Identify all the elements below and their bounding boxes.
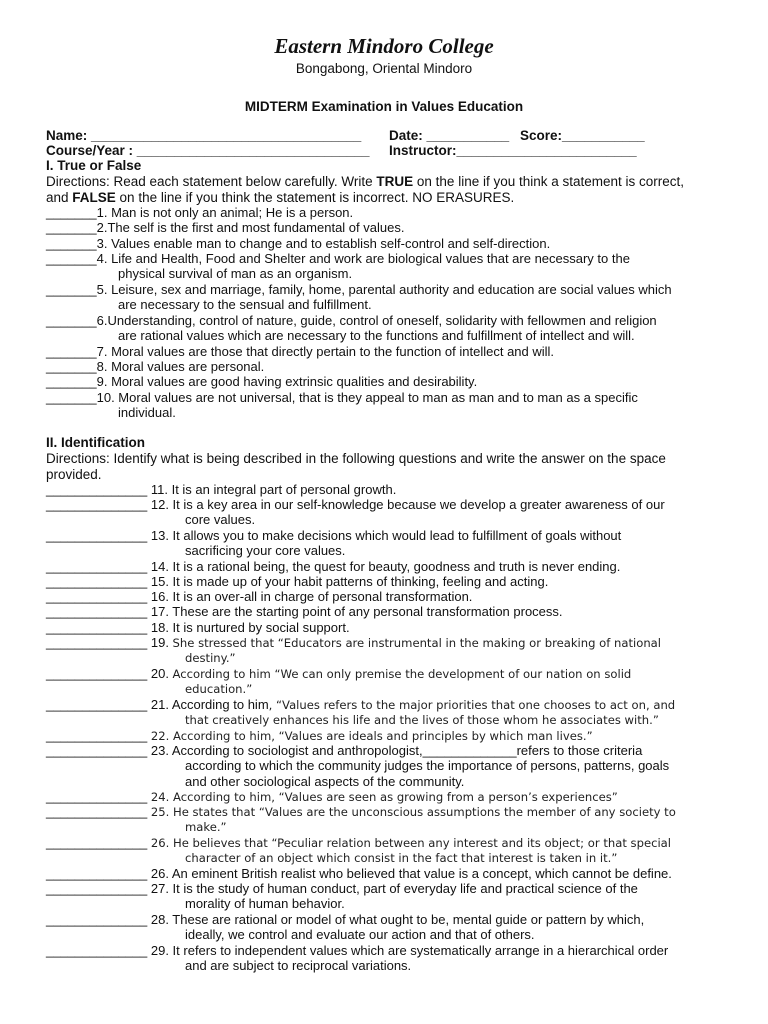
answer-blank[interactable]: ______________ xyxy=(46,912,148,927)
item-statement-continued: are rational values which are necessary to the functions and fulfillment of intellect and will. xyxy=(118,328,635,344)
answer-blank[interactable]: _______ xyxy=(46,205,97,220)
answer-blank[interactable]: ______________ xyxy=(46,728,148,743)
answer-blank[interactable]: ______________ xyxy=(46,804,148,819)
item-statement: 2.The self is the first and most fundamental of values. xyxy=(96,220,405,235)
identification-item xyxy=(46,789,736,805)
section-true-false-directions: Directions: Read each statement below carefully. Write TRUE on the line if you think a statement is correct, and FALSE on the line if you think the statement is incorrect. NO ERASURES. xyxy=(46,174,685,205)
item-statement: 12. It is a key area in our self-knowledge because we develop a greater awareness of our xyxy=(150,497,665,512)
item-statement: 13. It allows you to make decisions which would lead to fulfillment of goals without xyxy=(150,528,622,543)
true-false-item xyxy=(46,220,736,235)
identification-item xyxy=(46,635,736,667)
item-statement: 28. These are rational or model of what ought to be, mental guide or pattern by which, xyxy=(150,912,645,927)
identification-item xyxy=(46,604,736,619)
identification-item xyxy=(46,943,736,974)
identification-item xyxy=(46,912,736,943)
item-statement: 7. Moral values are those that directly pertain to the function of intellect and will. xyxy=(96,344,555,359)
answer-blank[interactable]: _______ xyxy=(46,282,97,297)
item-statement: 16. It is an over-all in charge of personal transformation. xyxy=(150,589,473,604)
item-number: 20. xyxy=(150,666,173,681)
answer-blank[interactable]: ______________ xyxy=(46,789,148,804)
item-statement: 4. Life and Health, Food and Shelter and work are biological values that are necessary to the xyxy=(96,251,630,266)
exam-title: MIDTERM Examination in Values Education xyxy=(244,99,524,114)
item-statement: 25. He states that “Values are the unconscious assumptions the member of any society to xyxy=(150,805,676,819)
true-false-item xyxy=(46,390,736,421)
answer-blank[interactable]: ______________ xyxy=(46,497,148,512)
true-false-item xyxy=(46,282,736,313)
item-statement-continued: education.” xyxy=(185,682,253,697)
answer-blank[interactable]: _______ xyxy=(46,359,97,374)
college-name: Eastern Mindoro College xyxy=(274,34,494,58)
item-statement: 5. Leisure, sex and marriage, family, home, parental authority and education are social values which xyxy=(96,282,672,297)
answer-blank[interactable]: ______________ xyxy=(46,482,148,497)
identification-item xyxy=(46,835,736,867)
answer-blank[interactable]: ______________ xyxy=(46,635,148,650)
answer-blank[interactable]: _______ xyxy=(46,313,97,328)
instructor-field: Instructor:________________________ xyxy=(389,143,637,158)
true-false-item xyxy=(46,205,736,220)
item-statement: 15. It is made up of your habit patterns of thinking, feeling and acting. xyxy=(150,574,549,589)
item-statement-continued: core values. xyxy=(185,512,256,528)
item-number: 21. According to him xyxy=(150,697,269,712)
answer-blank[interactable]: _______ xyxy=(46,236,97,251)
answer-blank[interactable]: ______________ xyxy=(46,866,148,881)
item-statement: 17. These are the starting point of any personal transformation process. xyxy=(150,604,563,619)
item-statement: According to him “We can only premise the development of our nation on solid xyxy=(172,667,632,681)
item-statement-continued: destiny.” xyxy=(185,651,236,666)
identification-item xyxy=(46,881,736,912)
item-statement: 9. Moral values are good having extrinsic qualities and desirability. xyxy=(96,374,478,389)
answer-blank[interactable]: ______________ xyxy=(46,559,148,574)
identification-item xyxy=(46,589,736,604)
identification-item xyxy=(46,620,736,635)
item-statement: 26. He believes that “Peculiar relation between any interest and its object; or that special xyxy=(150,836,671,850)
section-identification-title: II. Identification xyxy=(46,435,146,450)
identification-item xyxy=(46,697,736,729)
answer-blank[interactable]: ______________ xyxy=(46,574,148,589)
true-false-item xyxy=(46,236,736,251)
identification-item xyxy=(46,666,736,698)
true-false-item xyxy=(46,251,736,282)
answer-blank[interactable]: _______ xyxy=(46,344,97,359)
true-false-item xyxy=(46,359,736,374)
identification-item xyxy=(46,866,736,881)
answer-blank[interactable]: ______________ xyxy=(46,620,148,635)
answer-blank[interactable]: _______ xyxy=(46,220,97,235)
true-false-item xyxy=(46,374,736,389)
answer-blank[interactable]: _______ xyxy=(46,251,97,266)
answer-blank[interactable]: ______________ xyxy=(46,604,148,619)
item-statement-continued: individual. xyxy=(118,405,176,421)
item-statement: 1. Man is not only an animal; He is a person. xyxy=(96,205,354,220)
identification-item xyxy=(46,743,736,789)
identification-item xyxy=(46,559,736,574)
item-statement: , “Values refers to the major priorities that one chooses to act on, and xyxy=(268,698,676,712)
date-field: Date: ___________ xyxy=(389,128,510,143)
item-statement: 22. According to him, “Values are ideals and principles by which man lives.” xyxy=(150,729,593,743)
item-statement: 29. It refers to independent values which are systematically arrange in a hierarchical order xyxy=(150,943,669,958)
item-statement-continued: morality of human behavior. xyxy=(185,896,345,912)
item-statement: 8. Moral values are personal. xyxy=(96,359,265,374)
item-statement-continued: sacrificing your core values. xyxy=(185,543,346,559)
item-statement-continued: make.” xyxy=(185,820,227,835)
section-identification-directions: Directions: Identify what is being described in the following questions and write the answer on the space provided. xyxy=(46,451,666,482)
answer-blank[interactable]: ______________ xyxy=(46,743,148,758)
item-statement: 11. It is an integral part of personal growth. xyxy=(150,482,397,497)
item-number: 19. xyxy=(150,635,173,650)
item-statement-continued: and are subject to reciprocal variations. xyxy=(185,958,412,974)
item-statement: 14. It is a rational being, the quest for beauty, goodness and truth is never ending. xyxy=(150,559,621,574)
answer-blank[interactable]: ______________ xyxy=(46,666,148,681)
answer-blank[interactable]: ______________ xyxy=(46,881,148,896)
item-statement-continued: ideally, we control and evaluate our action and that of others. xyxy=(185,927,535,943)
item-statement-continued: physical survival of man as an organism. xyxy=(118,266,353,282)
item-statement-continued: character of an object which consist in the fact that interest is taken in it.” xyxy=(185,851,618,866)
course-year-field: Course/Year : _______________________________ xyxy=(46,143,370,158)
name-field: Name: ____________________________________ xyxy=(46,128,362,143)
item-statement: 26. An eminent British realist who believed that value is a concept, which cannot be define. xyxy=(150,866,672,881)
answer-blank[interactable]: ______________ xyxy=(46,528,148,543)
item-statement: She stressed that “Educators are instrumental in the making or breaking of national xyxy=(172,636,661,650)
answer-blank[interactable]: ______________ xyxy=(46,589,148,604)
item-statement-continued: that creatively enhances his life and the lives of those whom he associates with.” xyxy=(185,713,659,728)
item-statement: 24. According to him, “Values are seen as growing from a person’s experiences” xyxy=(150,790,618,804)
answer-blank[interactable]: ______________ xyxy=(46,835,148,850)
identification-item xyxy=(46,728,736,744)
answer-blank[interactable]: ______________ xyxy=(46,943,148,958)
identification-item xyxy=(46,574,736,589)
true-false-item xyxy=(46,344,736,359)
item-statement: 18. It is nurtured by social support. xyxy=(150,620,350,635)
identification-item xyxy=(46,482,736,497)
item-statement: 6.Understanding, control of nature, guide, control of oneself, solidarity with fellowmen and religion xyxy=(96,313,657,328)
identification-item xyxy=(46,497,736,528)
section-true-false-title: I. True or False xyxy=(46,158,142,173)
item-statement-continued: are necessary to the sensual and fulfillment. xyxy=(118,297,372,313)
item-statement: 23. According to sociologist and anthropologist,_____________refers to those criteria xyxy=(150,743,643,758)
answer-blank[interactable]: ______________ xyxy=(46,697,148,712)
item-statement-continued: according to which the community judges the importance of persons, patterns, goals xyxy=(185,758,670,774)
answer-blank[interactable]: _______ xyxy=(46,374,97,389)
item-statement: 3. Values enable man to change and to establish self-control and self-direction. xyxy=(96,236,551,251)
item-statement-continued: and other sociological aspects of the community. xyxy=(185,773,465,789)
college-address: Bongabong, Oriental Mindoro xyxy=(295,61,473,76)
item-statement: 10. Moral values are not universal, that is they appeal to man as man and to man as a specific xyxy=(96,390,638,405)
identification-item xyxy=(46,804,736,836)
score-field: Score:___________ xyxy=(520,128,645,143)
true-false-item xyxy=(46,313,736,344)
item-statement: 27. It is the study of human conduct, part of everyday life and practical science of the xyxy=(150,881,638,896)
answer-blank[interactable]: _______ xyxy=(46,390,97,405)
identification-item xyxy=(46,528,736,559)
